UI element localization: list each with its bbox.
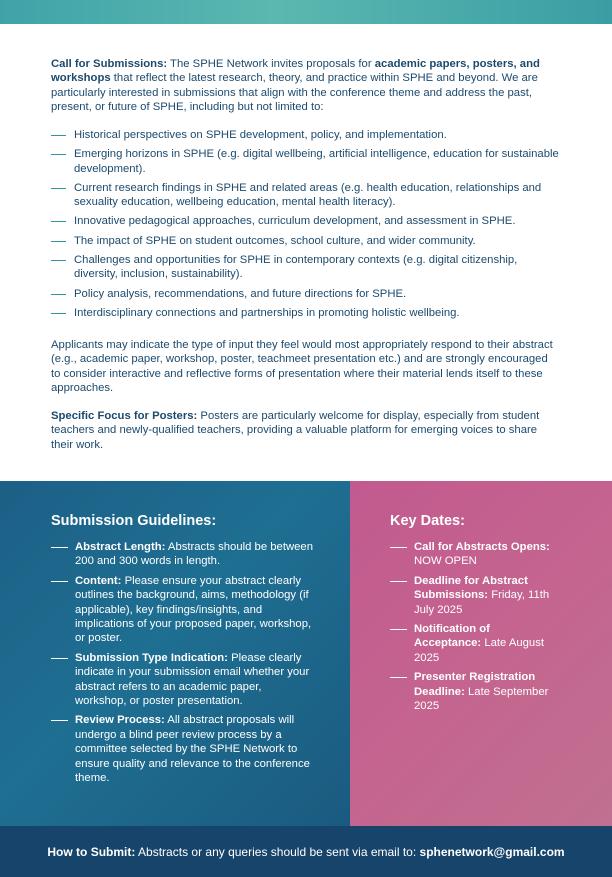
list-item [51,147,561,176]
dash-bullet [51,241,66,242]
topic-text: Innovative pedagogical approaches, curriculum development, and assessment in SPHE. [74,215,516,228]
guideline-text: Abstracts should be between 200 and 300 words in length. [75,541,313,568]
guideline-label: Review Process: [75,714,165,727]
topic-text: The impact of SPHE on student outcomes, school culture, and wider community. [74,234,476,247]
dash-bullet [390,547,407,548]
dash-bullet [51,154,66,155]
date-text: Late August 2025 [414,637,544,664]
guideline-label: Abstract Length: [75,541,166,553]
intro-text-1: The SPHE Network invites proposals for [167,58,375,70]
key-dates-list [390,540,550,718]
applicants-paragraph: Applicants may indicate the type of input they feel would most appropriately respond to their abstract (e.g., academic paper, workshop, poster, teachmeet presentation etc.) and are strongly encouraged to consider interactive and reflective forms of presentation where their material lends itself to these approaches. [51,339,553,394]
list-item [51,214,561,228]
footer-email-link[interactable]: sphenetwork@gmail.com [419,844,565,859]
dash-bullet [51,658,68,659]
topic-text: Challenges and opportunities for SPHE in contemporary contexts (e.g. digital citizenship, diversity, inclusion, sustainability). [74,254,518,281]
list-item [51,713,313,785]
dash-bullet [390,677,407,678]
list-item [51,287,561,301]
dash-bullet [51,221,66,222]
key-dates-panel [350,481,612,826]
list-item [390,540,550,569]
guidelines-list [51,540,313,791]
dash-bullet [51,260,66,261]
guideline-label: Submission Type Indication: [75,651,228,664]
date-label: Deadline for Abstract Submissions: [414,574,528,602]
posters-text: Posters are particularly welcome for display, especially from student teachers and newly-qualified teachers, providing a valuable platform for emerging voices to share their work. [51,410,540,451]
list-item [51,234,561,248]
list-item [51,651,313,709]
intro-paragraph [51,57,551,114]
dash-bullet [51,720,68,721]
dash-bullet [51,294,66,295]
dash-bullet [51,313,66,314]
footer-line [47,845,564,859]
posters-paragraph [51,409,556,452]
topic-text: Interdisciplinary connections and partnerships in promoting holistic wellbeing. [74,306,460,319]
list-item [51,128,561,142]
dash-bullet [51,547,68,548]
date-text: Friday, 11th July 2025 [414,589,550,616]
topic-text: Historical perspectives on SPHE development, policy, and implementation. [74,129,447,141]
list-item [51,181,561,210]
topic-list [51,128,561,325]
dash-bullet [51,188,66,189]
dash-bullet [51,135,66,136]
intro-text-2: that reflect the latest research, theory, and practice within SPHE and beyond. We are particularly interested in submissions that align with the conference theme and address the past, present, or future of SPHE, including but not limited to: [51,72,538,113]
topic-text: Current research findings in SPHE and related areas (e.g. health education, relationships and sexuality education, wellbeing education, mental health literacy). [74,181,542,209]
date-label: Presenter Registration Deadline: [414,671,536,698]
date-label: Notification of Acceptance: [414,623,490,650]
key-dates-title: Key Dates: [390,513,465,529]
list-item [51,306,561,320]
topic-text: Emerging horizons in SPHE (e.g. digital wellbeing, artificial intelligence, education for sustainable development). [74,148,559,175]
list-item [390,574,550,617]
footer-text: Abstracts or any queries should be sent via email to: [135,844,420,859]
guidelines-title: Submission Guidelines: [51,513,217,529]
intro-bold: academic papers, posters, and workshops [51,58,540,85]
dash-bullet [390,629,407,630]
footer-how-to-submit [0,826,612,877]
list-item [51,253,561,282]
guideline-text: All abstract proposals will undergo a blind peer review process by a committee selected by the SPHE Network to ensure quality and relevance to the conference theme. [75,714,310,785]
posters-label: Specific Focus for Posters: [51,410,198,422]
date-text: NOW OPEN [414,555,477,568]
top-banner [0,0,612,24]
guideline-text: Please clearly indicate in your submission email whether your abstract refers to an academic paper, workshop, or poster presentation. [75,651,310,708]
list-item [390,670,550,713]
guideline-label: Content: [75,574,122,587]
list-item [51,574,313,646]
date-label: Call for Abstracts Opens: [414,541,550,553]
topic-text: Policy analysis, recommendations, and future directions for SPHE. [74,287,407,300]
dash-bullet [51,581,68,582]
dash-bullet [390,581,407,582]
submission-guidelines-panel [0,481,350,826]
guideline-text: Please ensure your abstract clearly outlines the background, aims, methodology (if applicable), key findings/insights, and implications of your proposed paper, workshop, or poster. [75,574,312,645]
list-item [51,540,313,569]
list-item [390,622,550,665]
intro-label: Call for Submissions: [51,58,168,70]
date-text: Late September 2025 [414,685,549,713]
footer-label: How to Submit: [47,844,136,859]
